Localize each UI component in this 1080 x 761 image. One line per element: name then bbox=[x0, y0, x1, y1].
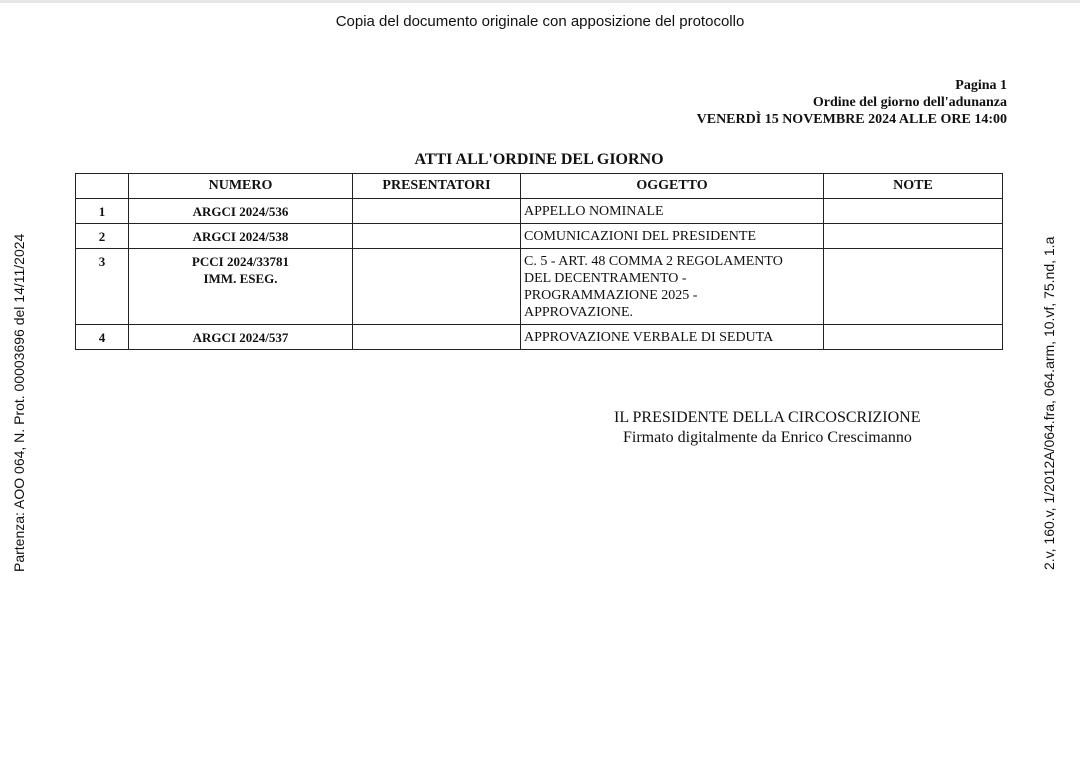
row-index: 1 bbox=[76, 199, 129, 224]
oggetto-line: APPELLO NOMINALE bbox=[524, 204, 664, 219]
numero-status: IMM. ESEG. bbox=[203, 271, 278, 286]
table-row bbox=[76, 224, 1003, 249]
row-oggetto bbox=[521, 325, 824, 350]
digital-signature-note: Firmato digitalmente da Enrico Crescimanno bbox=[623, 429, 912, 446]
header-index bbox=[76, 174, 129, 199]
oggetto-line: C. 5 - ART. 48 COMMA 2 REGOLAMENTO bbox=[524, 254, 783, 269]
row-index: 4 bbox=[76, 325, 129, 350]
numero-line: ARGCI 2024/538 bbox=[192, 229, 289, 244]
row-numero bbox=[129, 199, 353, 224]
row-note bbox=[824, 249, 1003, 325]
signature-block bbox=[614, 408, 921, 448]
numero-line: ARGCI 2024/536 bbox=[192, 204, 289, 219]
oggetto-line: PROGRAMMAZIONE 2025 - bbox=[524, 288, 698, 303]
protocol-stamp-header: Copia del documento originale con apposizione del protocollo bbox=[335, 13, 745, 30]
table-row bbox=[76, 249, 1003, 325]
row-presentatori bbox=[353, 199, 521, 224]
row-presentatori bbox=[353, 325, 521, 350]
row-presentatori bbox=[353, 249, 521, 325]
row-oggetto bbox=[521, 249, 824, 325]
oggetto-line: APPROVAZIONE VERBALE DI SEDUTA bbox=[524, 330, 774, 345]
section-title: ATTI ALL'ORDINE DEL GIORNO bbox=[414, 151, 664, 168]
signatory-title: IL PRESIDENTE DELLA CIRCOSCRIZIONE bbox=[614, 409, 921, 426]
row-index: 2 bbox=[76, 224, 129, 249]
header-note: NOTE bbox=[824, 174, 1003, 199]
page-header bbox=[697, 77, 1007, 128]
top-divider bbox=[0, 0, 1080, 3]
row-numero bbox=[129, 224, 353, 249]
table-row bbox=[76, 199, 1003, 224]
row-note bbox=[824, 224, 1003, 249]
table-header-row bbox=[76, 174, 1003, 199]
table-row bbox=[76, 325, 1003, 350]
numero-line: ARGCI 2024/537 bbox=[192, 330, 289, 345]
header-oggetto: OGGETTO bbox=[521, 174, 824, 199]
document-title: Ordine del giorno dell'adunanza bbox=[812, 95, 1007, 110]
row-presentatori bbox=[353, 224, 521, 249]
row-note bbox=[824, 199, 1003, 224]
classification-side-stamp: 2.v, 160.v, 1/2012A/064.fra, 064.arm, 10.vf, 75.nd, 1.a bbox=[1041, 236, 1057, 570]
oggetto-line: COMUNICAZIONI DEL PRESIDENTE bbox=[524, 229, 757, 244]
protocol-side-stamp: Partenza: AOO 064, N. Prot. 00003696 del 14/11/2024 bbox=[11, 233, 27, 572]
row-numero bbox=[129, 249, 353, 325]
row-note bbox=[824, 325, 1003, 350]
row-numero bbox=[129, 325, 353, 350]
row-oggetto bbox=[521, 224, 824, 249]
header-numero: NUMERO bbox=[129, 174, 353, 199]
numero-line: PCCI 2024/33781 bbox=[191, 254, 290, 269]
meeting-date: VENERDÌ 15 NOVEMBRE 2024 ALLE ORE 14:00 bbox=[696, 112, 1007, 127]
page-number: Pagina 1 bbox=[955, 78, 1007, 93]
header-presentatori: PRESENTATORI bbox=[353, 174, 521, 199]
row-index: 3 bbox=[76, 249, 129, 325]
row-oggetto bbox=[521, 199, 824, 224]
agenda-table bbox=[75, 173, 1003, 350]
oggetto-line: DEL DECENTRAMENTO - bbox=[524, 271, 687, 286]
oggetto-line: APPROVAZIONE. bbox=[524, 305, 634, 320]
